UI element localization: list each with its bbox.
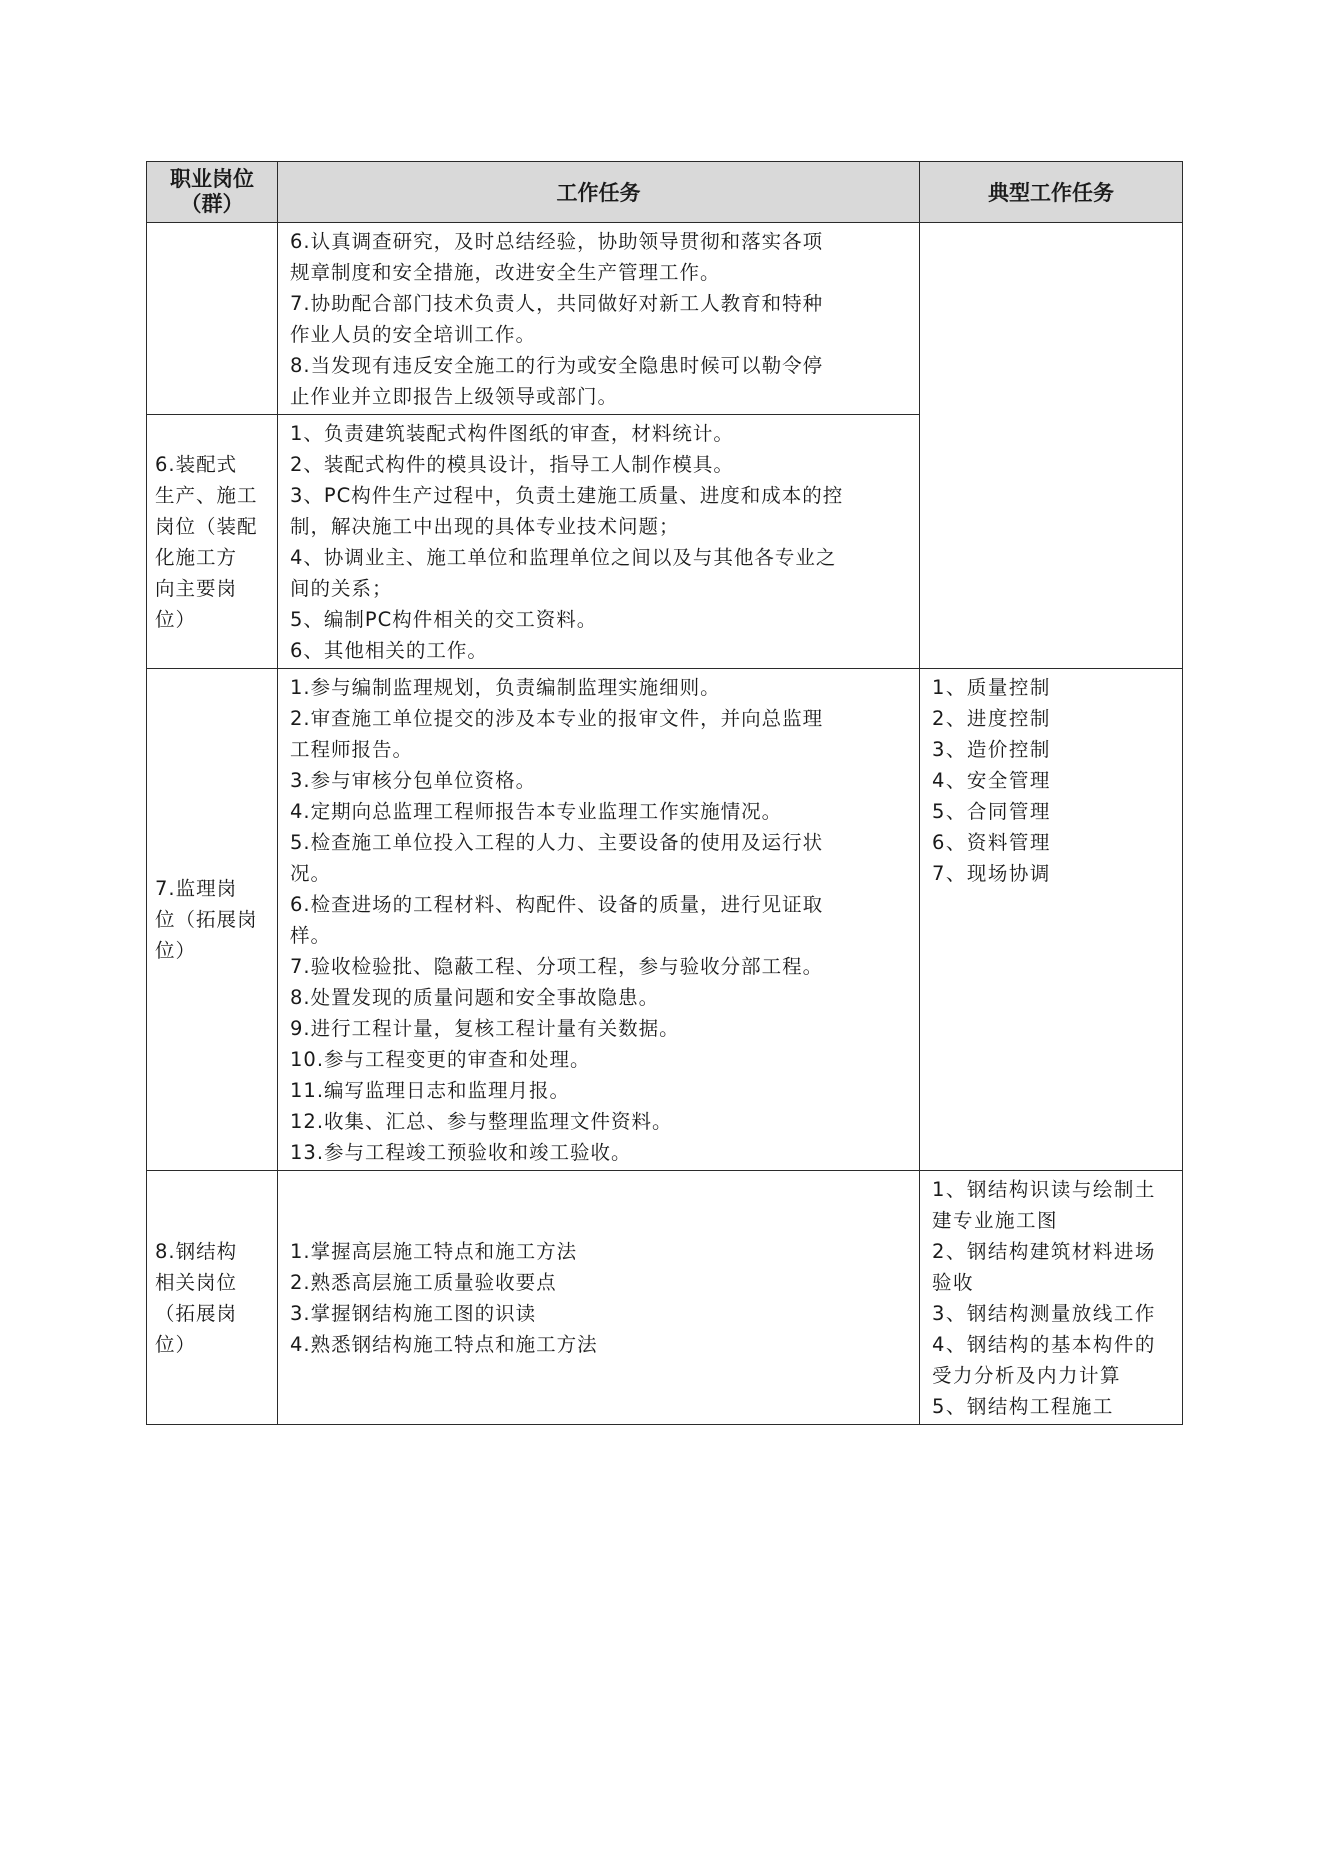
header-post [147, 162, 278, 223]
typical-line: 3、造价控制 [932, 738, 1051, 761]
post-line: 位） [155, 607, 197, 631]
task-line: 1.参与编制监理规划，负责编制监理实施细则。 [290, 676, 721, 699]
typical-line: 2、钢结构建筑材料进场 [932, 1240, 1156, 1263]
tasks-cell [278, 223, 920, 415]
typical-cell-empty [920, 223, 1183, 669]
typical-line: 受力分析及内力计算 [932, 1364, 1122, 1387]
header-post-line2: （群） [180, 192, 244, 216]
task-line: 10.参与工程变更的审查和处理。 [290, 1048, 591, 1071]
post-line: 化施工方 [155, 545, 238, 569]
typical-line: 建专业施工图 [932, 1209, 1059, 1232]
task-line: 4.定期向总监理工程师报告本专业监理工作实施情况。 [290, 800, 783, 823]
typical-line: 4、钢结构的基本构件的 [932, 1333, 1156, 1356]
table-row [147, 223, 1183, 415]
post-line: 8.钢结构 [155, 1239, 238, 1263]
typical-line: 验收 [932, 1271, 975, 1294]
task-line: 1、负责建筑装配式构件图纸的审查，材料统计。 [290, 422, 734, 445]
post-line: 向主要岗 [155, 576, 238, 600]
task-line: 4.熟悉钢结构施工特点和施工方法 [290, 1333, 598, 1356]
task-line: 8.处置发现的质量问题和安全事故隐患。 [290, 986, 660, 1009]
post-line: 生产、施工 [155, 483, 258, 507]
task-line: 7.协助配合部门技术负责人，共同做好对新工人教育和特种 [290, 292, 824, 315]
post-line: 岗位（装配 [155, 514, 258, 538]
table-row [147, 1171, 1183, 1425]
task-line: 规章制度和安全措施，改进安全生产管理工作。 [290, 261, 721, 284]
task-line: 7.验收检验批、隐蔽工程、分项工程，参与验收分部工程。 [290, 955, 824, 978]
job-task-table [146, 161, 1183, 1425]
task-line: 12.收集、汇总、参与整理监理文件资料。 [290, 1110, 673, 1133]
header-tasks: 工作任务 [278, 162, 920, 223]
table-row [147, 669, 1183, 1171]
task-line: 11.编写监理日志和监理月报。 [290, 1079, 571, 1102]
task-line: 况。 [290, 862, 332, 885]
typical-line: 3、钢结构测量放线工作 [932, 1302, 1156, 1325]
typical-line: 1、质量控制 [932, 676, 1051, 699]
task-line: 2、装配式构件的模具设计，指导工人制作模具。 [290, 453, 734, 476]
task-line: 6.认真调查研究，及时总结经验，协助领导贯彻和落实各项 [290, 230, 824, 253]
typical-line: 6、资料管理 [932, 831, 1051, 854]
task-line: 3.掌握钢结构施工图的识读 [290, 1302, 537, 1325]
task-line: 工程师报告。 [290, 738, 414, 761]
tasks-cell [278, 1171, 920, 1425]
tasks-cell [278, 669, 920, 1171]
task-line: 1.掌握高层施工特点和施工方法 [290, 1240, 578, 1263]
post-cell [147, 1171, 278, 1425]
task-line: 2.熟悉高层施工质量验收要点 [290, 1271, 557, 1294]
task-line: 制，解决施工中出现的具体专业技术问题； [290, 515, 680, 538]
task-line: 3、PC构件生产过程中，负责土建施工质量、进度和成本的控 [290, 484, 844, 507]
typical-line: 4、安全管理 [932, 769, 1051, 792]
post-line: 位） [155, 939, 197, 962]
typical-line: 5、钢结构工程施工 [932, 1395, 1114, 1418]
typical-line: 1、钢结构识读与绘制土 [932, 1178, 1156, 1201]
task-line: 2.审查施工单位提交的涉及本专业的报审文件，并向总监理 [290, 707, 824, 730]
task-line: 3.参与审核分包单位资格。 [290, 769, 537, 792]
typical-line: 5、合同管理 [932, 800, 1051, 823]
typical-cell [920, 669, 1183, 1171]
task-line: 5.检查施工单位投入工程的人力、主要设备的使用及运行状 [290, 831, 824, 854]
task-line: 4、协调业主、施工单位和监理单位之间以及与其他各专业之 [290, 546, 837, 569]
task-line: 样。 [290, 924, 332, 947]
task-line: 作业人员的安全培训工作。 [290, 323, 537, 346]
tasks-cell [278, 415, 920, 669]
task-line: 9.进行工程计量，复核工程计量有关数据。 [290, 1017, 680, 1040]
table-header-row [147, 162, 1183, 223]
task-line: 间的关系； [290, 577, 393, 600]
post-line: （拓展岗 [155, 1301, 238, 1325]
header-post-line1: 职业岗位 [170, 167, 254, 191]
post-line: 7.监理岗 [155, 877, 238, 900]
typical-line: 7、现场协调 [932, 862, 1051, 885]
header-typical: 典型工作任务 [920, 162, 1183, 223]
typical-cell [920, 1171, 1183, 1425]
post-line: 相关岗位 [155, 1270, 238, 1294]
post-cell [147, 669, 278, 1171]
task-line: 6.检查进场的工程材料、构配件、设备的质量，进行见证取 [290, 893, 824, 916]
task-line: 止作业并立即报告上级领导或部门。 [290, 385, 619, 408]
post-line: 位） [155, 1332, 197, 1356]
post-cell [147, 415, 278, 669]
task-line: 13.参与工程竣工预验收和竣工验收。 [290, 1141, 632, 1164]
post-line: 位（拓展岗 [155, 908, 258, 931]
typical-line: 2、进度控制 [932, 707, 1051, 730]
task-line: 8.当发现有违反安全施工的行为或安全隐患时候可以勒令停 [290, 354, 824, 377]
task-line: 5、编制PC构件相关的交工资料。 [290, 608, 598, 631]
post-cell-empty [147, 223, 278, 415]
post-line: 6.装配式 [155, 452, 238, 476]
task-line: 6、其他相关的工作。 [290, 639, 488, 662]
